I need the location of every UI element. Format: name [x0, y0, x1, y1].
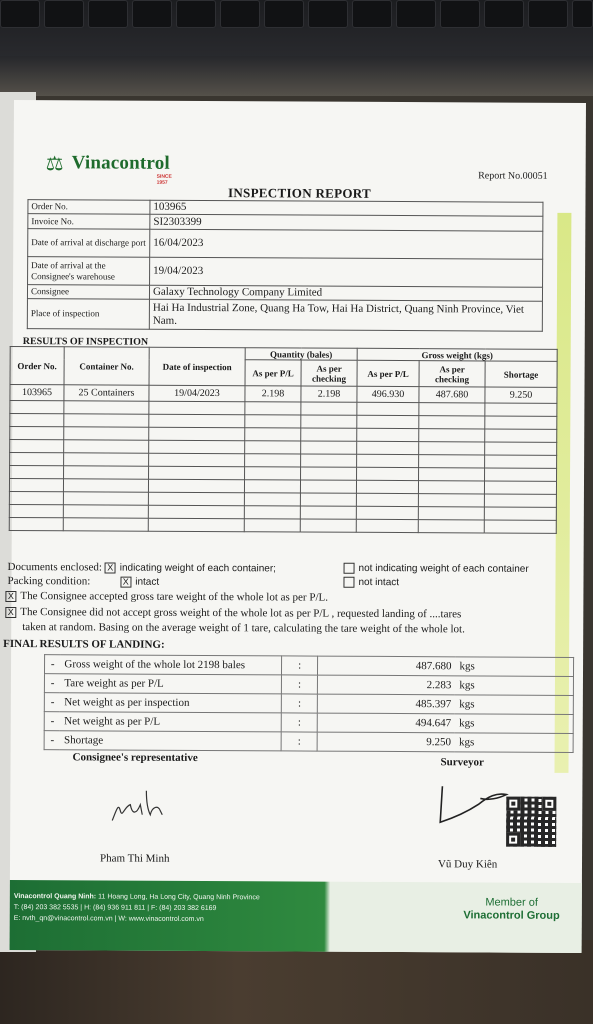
surveyor-name: Vũ Duy Kiên	[437, 858, 498, 871]
consignee-value: Galaxy Technology Company Limited	[149, 285, 542, 301]
final-label: Net weight as per P/L	[60, 712, 282, 732]
packing-intact-checkbox[interactable]: X	[120, 576, 131, 587]
final-value: 9.250	[317, 732, 455, 752]
final-unit: kgs	[455, 695, 573, 715]
arrival-port-label: Date of arrival at discharge port	[28, 229, 150, 258]
row-gross-pl: 496.930	[357, 386, 419, 402]
packing-intact-label: intact	[135, 576, 160, 588]
docs-indicating-label: indicating weight of each container;	[119, 562, 276, 575]
not-accepted-checkbox[interactable]: X	[5, 607, 16, 618]
final-value: 485.397	[317, 694, 455, 714]
arrival-warehouse-label: Date of arrival at the Consignee's warehouse	[28, 257, 150, 286]
packing-not-intact-label: not intact	[358, 576, 400, 589]
final-results-table	[44, 654, 574, 753]
table-row	[9, 517, 556, 533]
row-container-no: 25 Containers	[64, 385, 149, 401]
consignee-rep-name: Pham Thi Minh	[99, 852, 170, 865]
final-section-title: FINAL RESULTS OF LANDING:	[3, 637, 165, 651]
col-date: Date of inspection	[149, 347, 245, 386]
col-quantity: Quantity (bales)	[245, 348, 357, 361]
table-row: - Shortage : 9.250 kgs	[44, 731, 573, 753]
surveyor-heading: Surveyor	[440, 756, 484, 769]
accepted-text: The Consignee accepted gross tare weight of the whole lot as per P/L.	[20, 590, 329, 604]
final-unit: kgs	[455, 657, 573, 677]
docs-not-indicating-checkbox[interactable]	[344, 563, 355, 574]
results-section-title: RESULTS OF INSPECTION	[22, 336, 149, 348]
documents-line	[8, 561, 276, 574]
arrival-warehouse-value: 19/04/2023	[150, 257, 543, 287]
row-shortage: 9.250	[485, 387, 557, 403]
footer-company: Vinacontrol Quang Ninh:	[13, 893, 97, 901]
final-label: Net weight as per inspection	[60, 693, 282, 713]
docs-indicating-checkbox[interactable]: X	[105, 562, 116, 573]
footer-bar	[10, 880, 582, 953]
table-row: - Tare weight as per P/L : 2.283 kgs	[44, 674, 573, 696]
documents-label: Documents enclosed:	[7, 560, 102, 574]
row-order-no: 103965	[10, 384, 64, 400]
final-value: 487.680	[317, 656, 455, 676]
col-gross: Gross weight (kgs)	[357, 348, 557, 361]
row-qty-pl: 2.198	[245, 386, 301, 402]
documents-line-2	[344, 563, 529, 575]
accepted-checkbox[interactable]: X	[5, 591, 16, 602]
vinacontrol-logo	[45, 152, 172, 186]
invoice-no-label: Invoice No.	[28, 214, 150, 230]
footer-group: Vinacontrol Group	[463, 909, 560, 922]
table-row: - Net weight as per P/L : 494.647 kgs	[44, 712, 573, 734]
col-gross-check: As per checking	[419, 361, 485, 387]
packing-line	[7, 575, 159, 588]
accepted-line	[5, 590, 328, 604]
col-qty-check: As per checking	[301, 360, 357, 386]
consignee-label: Consignee	[27, 285, 149, 300]
results-table	[9, 346, 558, 534]
col-qty-pl: As per P/L	[245, 360, 301, 386]
invoice-no-value: SI2303399	[150, 214, 543, 231]
table-row: - Gross weight of the whole lot 2198 bales : 487.680 kgs	[44, 655, 573, 677]
qr-code	[506, 797, 556, 847]
table-surface	[0, 940, 593, 1024]
not-accepted-text-1: The Consignee did not accept gross weight of the whole lot as per P/L , requested landing of ....tares	[20, 606, 462, 621]
inspection-report-page	[3, 100, 586, 953]
final-label: Gross weight of the whole lot 2198 bales	[60, 655, 282, 675]
col-order-no: Order No.	[10, 346, 64, 384]
final-value: 494.647	[317, 713, 455, 733]
place-value: Hai Ha Industrial Zone, Quang Ha Tow, Hai Ha District, Quang Ninh Province, Viet Nam.	[149, 299, 542, 331]
arrival-port-value: 16/04/2023	[150, 229, 543, 259]
footer-contact	[14, 891, 260, 925]
place-label: Place of inspection	[27, 299, 149, 330]
docs-not-indicating-label: not indicating weight of each container	[358, 562, 529, 575]
footer-phones: T: (84) 203 382 5535 | H: (84) 936 911 811 | F: (84) 203 382 6169	[13, 904, 217, 913]
footer-member-of: Member of	[485, 896, 538, 909]
final-unit: kgs	[455, 676, 573, 696]
not-accepted-text-2: taken at random. Basing on the average weight of 1 tare, calculating the tare weight of the whole lot.	[22, 621, 465, 636]
final-unit: kgs	[455, 733, 573, 753]
order-no-label: Order No.	[28, 200, 150, 215]
order-info-table	[27, 199, 544, 332]
final-unit: kgs	[455, 714, 573, 734]
footer-membership	[463, 896, 559, 923]
packing-label: Packing condition:	[7, 574, 91, 588]
report-title: INSPECTION REPORT	[227, 185, 372, 201]
table-row: - Net weight as per inspection : 485.397 kgs	[44, 693, 573, 715]
final-value: 2.283	[317, 675, 455, 695]
col-shortage: Shortage	[485, 361, 557, 387]
row-gross-check: 487.680	[419, 387, 485, 403]
keyboard-background	[0, 0, 593, 95]
final-label: Shortage	[60, 731, 282, 751]
not-accepted-line	[5, 606, 461, 620]
packing-line-2	[343, 577, 399, 588]
surveyor-signature	[436, 782, 516, 832]
col-gross-pl: As per P/L	[357, 360, 419, 386]
footer-address: 11 Hoang Long, Ha Long City, Quang Ninh Province	[98, 893, 260, 902]
report-number: Report No.00051	[478, 170, 548, 182]
final-label: Tare weight as per P/L	[60, 674, 282, 694]
consignee-rep-heading: Consignee's representative	[72, 751, 198, 764]
row-qty-check: 2.198	[301, 386, 357, 402]
footer-contacts: E: nvth_qn@vinacontrol.com.vn | W: www.vinacontrol.com.vn	[13, 915, 204, 924]
col-container-no: Container No.	[64, 347, 149, 385]
consignee-signature	[106, 780, 176, 830]
logo-emblem-icon: ⚖	[45, 153, 64, 176]
logo-since: SINCE 1957	[156, 173, 172, 186]
packing-not-intact-checkbox[interactable]	[343, 577, 354, 588]
logo-name: Vinacontrol	[71, 152, 170, 174]
order-no-value: 103965	[150, 200, 543, 216]
row-date: 19/04/2023	[149, 385, 245, 402]
